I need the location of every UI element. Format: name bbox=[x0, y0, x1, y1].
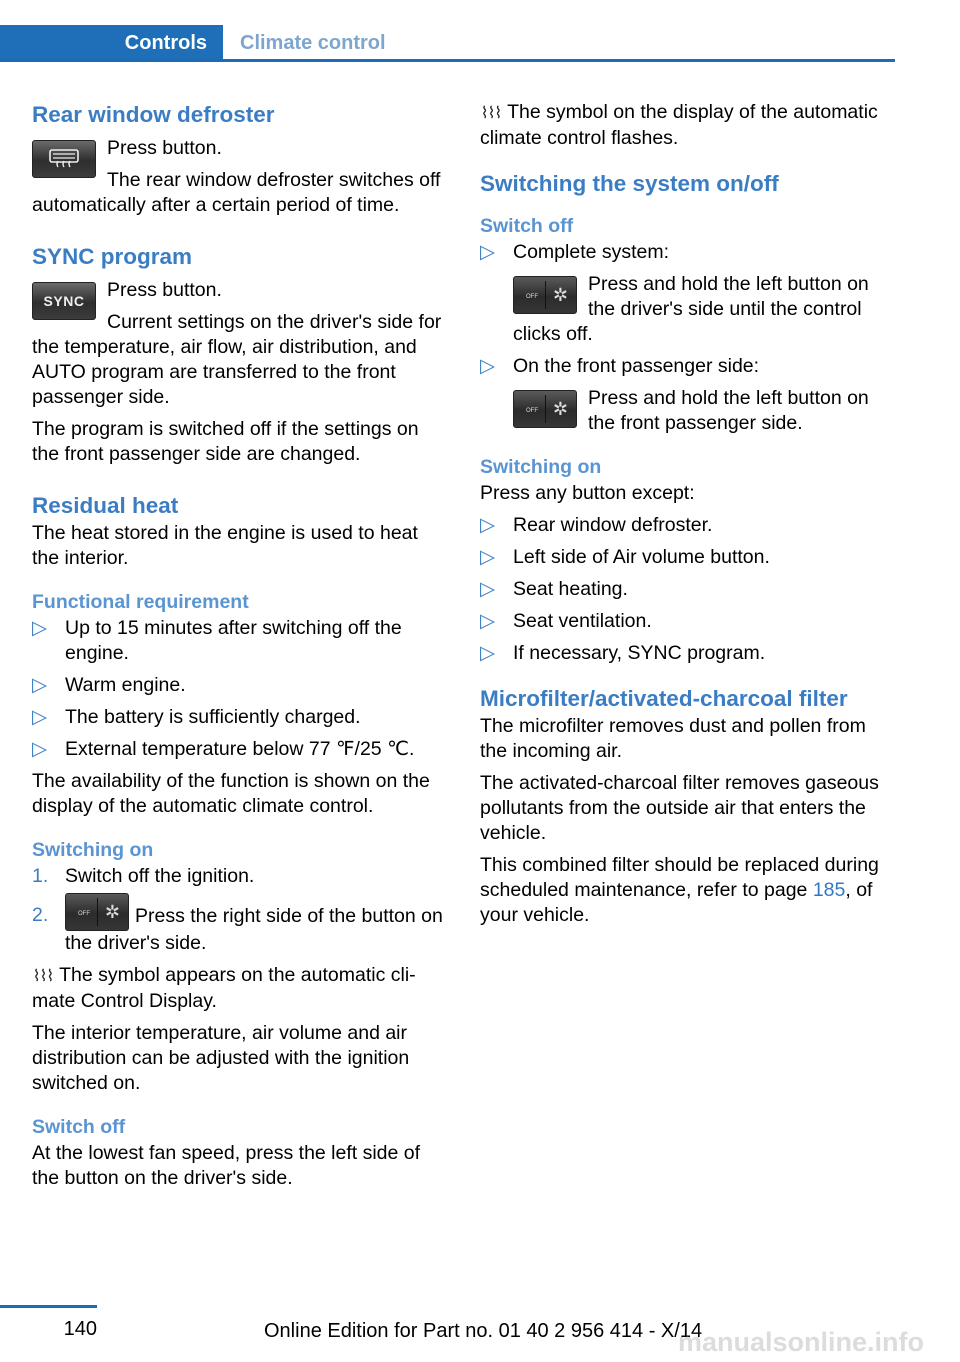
list-item: ▷ If necessary, SYNC program. bbox=[480, 642, 766, 664]
residual-heat-symbol-icon: ⌇⌇⌇ bbox=[480, 105, 502, 122]
tab-climate-control[interactable]: Climate control bbox=[240, 32, 386, 54]
rear-defroster-button-image bbox=[32, 140, 96, 178]
bullet-icon: ▷ bbox=[32, 617, 47, 639]
left-column bbox=[32, 100, 446, 1198]
fan-icon: ✲ bbox=[552, 285, 568, 305]
right-column bbox=[480, 100, 895, 935]
adjust-text: The interior temperature, air volume and air distribution can be adjusted with the ignition switched on. bbox=[32, 1022, 410, 1094]
switch-off-text: At the lowest fan speed, press the left side of the button on the driver's side. bbox=[32, 1142, 421, 1189]
list-item: 1. Switch off the ignition. bbox=[32, 865, 255, 887]
bullet-icon: ▷ bbox=[480, 642, 495, 664]
bullet-icon: ▷ bbox=[480, 514, 495, 536]
tab-controls[interactable]: Controls bbox=[0, 25, 223, 59]
off-label: OFF bbox=[78, 911, 90, 917]
divider bbox=[97, 898, 98, 926]
list-item: ▷ Warm engine. bbox=[32, 674, 186, 696]
residual-heat-symbol-icon: ⌇⌇⌇ bbox=[32, 968, 54, 985]
divider bbox=[545, 395, 546, 423]
list-item: ▷ Complete system: OFF ✲ Press and hold the left button on the driver's side until the control clicks off. bbox=[480, 240, 895, 347]
air-volume-button-image bbox=[65, 893, 129, 931]
list-item: 2. OFF ✲ Press the right side of the button on the driver's side. bbox=[32, 903, 446, 956]
symbol-appears-text: ⌇⌇⌇ The symbol appears on the automatic cli‐mate Control Display. bbox=[32, 964, 416, 1012]
bullet-icon: ▷ bbox=[480, 355, 495, 377]
sync-description: Current settings on the driver's side for the temperature, air flow, air distribution, and AUTO program are transferred to the front passenger side. bbox=[32, 311, 442, 408]
press-any-text: Press any button except: bbox=[480, 482, 695, 504]
list-item: ▷ The battery is sufficiently charged. bbox=[32, 706, 361, 728]
switch-off-list bbox=[480, 240, 895, 436]
filter-paragraph-1: The microfilter removes dust and pollen from the incoming air. bbox=[480, 715, 866, 762]
bullet-icon: ▷ bbox=[32, 706, 47, 728]
list-item: ▷ Rear window defroster. bbox=[480, 514, 713, 536]
filter-paragraph-2: The activated-charcoal filter removes gaseous pollutants from the outside air that enters the vehicle. bbox=[480, 772, 879, 844]
air-volume-button-image bbox=[513, 276, 577, 314]
sync-press: Press button. bbox=[107, 279, 222, 301]
switch-off-heading: Switch off bbox=[480, 215, 574, 237]
sync-button-label: SYNC bbox=[43, 293, 85, 309]
off-label: OFF bbox=[526, 408, 538, 414]
rear-defroster-auto-off: The rear window defroster switches off automatically after a certain period of time. bbox=[32, 169, 441, 216]
passenger-side-detail: OFF ✲ Press and hold the left button on the front passenger side. bbox=[513, 386, 895, 436]
bullet-icon: ▷ bbox=[480, 546, 495, 568]
rear-defroster-icon bbox=[33, 148, 95, 174]
bullet-icon: ▷ bbox=[480, 241, 495, 263]
air-volume-button-image bbox=[513, 390, 577, 428]
symbol-flashes-text: ⌇⌇⌇ The symbol on the display of the automatic climate control flashes. bbox=[480, 101, 878, 149]
switch-off-heading: Switch off bbox=[32, 1116, 126, 1138]
step-number: 1. bbox=[32, 865, 49, 887]
sync-button-image bbox=[32, 282, 96, 320]
list-item: ▷ On the front passenger side: OFF ✲ Press and hold the left button on the front passenger side. bbox=[480, 354, 895, 436]
bullet-icon: ▷ bbox=[480, 578, 495, 600]
residual-heat-heading: Residual heat bbox=[32, 493, 179, 518]
switch-on-steps bbox=[32, 864, 446, 956]
header-rule bbox=[0, 59, 895, 62]
filter-paragraph-3: This combined filter should be replaced during scheduled maintenance, refer to page 185, of your vehicle. bbox=[480, 854, 879, 926]
rear-defroster-press: Press button. bbox=[107, 137, 222, 159]
bullet-icon: ▷ bbox=[32, 674, 47, 696]
list-item: ▷ Left side of Air volume button. bbox=[480, 546, 770, 568]
rear-defroster-section bbox=[32, 136, 446, 218]
sync-heading: SYNC program bbox=[32, 244, 193, 269]
watermark: manualsonline.info bbox=[678, 1327, 925, 1357]
page-number: 140 bbox=[63, 1318, 97, 1340]
list-item: ▷ Up to 15 minutes after switching off the engine. bbox=[32, 617, 402, 664]
functional-requirement-heading: Functional requirement bbox=[32, 591, 249, 613]
fan-icon: ✲ bbox=[552, 399, 568, 419]
requirements-list bbox=[32, 616, 446, 762]
step-number: 2. bbox=[32, 904, 49, 926]
rear-defroster-heading: Rear window defroster bbox=[32, 102, 275, 127]
sync-section bbox=[32, 278, 446, 467]
complete-system-detail: OFF ✲ Press and hold the left button on the driver's side until the control clicks off. bbox=[513, 273, 869, 345]
edition-text: Online Edition for Part no. 01 40 2 956 414 - X/14 bbox=[264, 1320, 703, 1342]
fan-icon: ✲ bbox=[104, 902, 120, 922]
list-item: ▷ Seat ventilation. bbox=[480, 610, 652, 632]
sync-switch-off-note: The program is switched off if the settings on the front passenger side are changed. bbox=[32, 418, 419, 465]
availability-text: The availability of the function is shown on the display of the automatic climate control. bbox=[32, 770, 430, 817]
page-185-link[interactable]: 185 bbox=[812, 879, 846, 901]
bullet-icon: ▷ bbox=[480, 610, 495, 632]
bullet-icon: ▷ bbox=[32, 738, 47, 760]
switching-on-heading: Switching on bbox=[480, 456, 602, 478]
switching-on-heading: Switching on bbox=[32, 839, 154, 861]
divider bbox=[545, 281, 546, 309]
list-item: ▷ Seat heating. bbox=[480, 578, 628, 600]
system-on-off-heading: Switching the system on/off bbox=[480, 171, 779, 196]
off-label: OFF bbox=[526, 294, 538, 300]
residual-heat-intro: The heat stored in the engine is used to heat the interior. bbox=[32, 522, 418, 569]
exceptions-list bbox=[480, 513, 895, 666]
list-item: ▷ External temperature below 77 ℉/25 ℃. bbox=[32, 738, 415, 760]
footer-rule bbox=[0, 1305, 97, 1308]
filter-heading: Microfilter/activated-charcoal filter bbox=[480, 686, 848, 711]
